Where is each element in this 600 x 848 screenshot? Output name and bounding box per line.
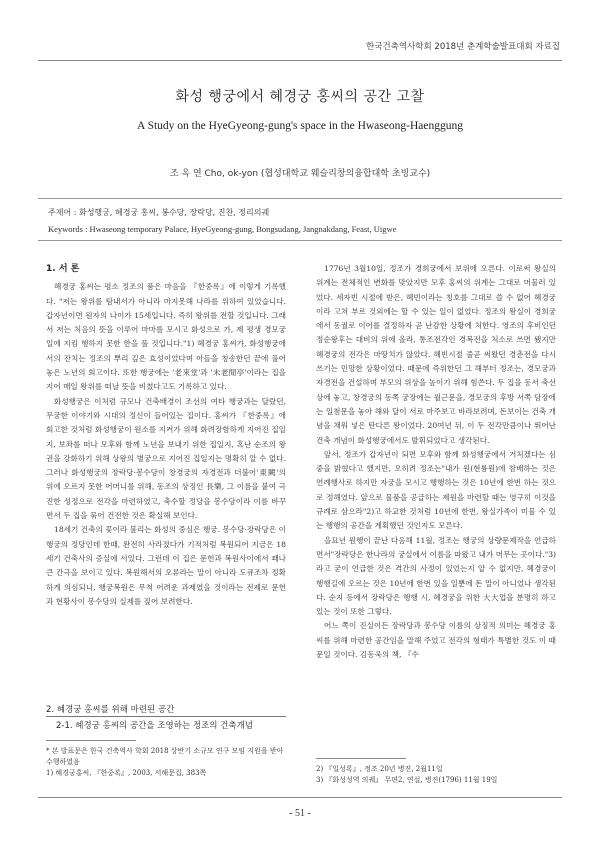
footnote-rule-left xyxy=(46,740,136,741)
footnote: 2) 『일성록』, 정조 20년 병진, 2월11일 xyxy=(316,765,443,773)
section-2-heading: 2. 혜경궁 홍씨를 위해 마련된 공간 xyxy=(46,705,175,715)
header-rule xyxy=(38,60,562,61)
footnote: 1) 혜경궁홍씨, 『한중록』, 2003, 서해문집, 383쪽 xyxy=(46,769,207,777)
footnote: 3) 『화성성역 의궤』 무편2, 연설, 병진(1796) 11월 19일 xyxy=(316,776,498,784)
footnotes-left xyxy=(46,746,286,779)
title-english: A Study on the HyeGyeong-gung's space in the Hwaseong-Haenggung xyxy=(137,120,463,132)
right-column xyxy=(316,262,556,662)
page-number: - 51 - xyxy=(289,808,311,819)
keywords-rule-bottom xyxy=(38,240,562,241)
section-2-rule xyxy=(46,716,286,717)
left-column xyxy=(46,262,286,609)
body-paragraph: 어느 쪽이 진실이든 장락당과 봉수당 이름의 상징적 의미는 혜경궁 홍씨를 위해 마련한 공간임을 말해 주었고 전각의 형태가 특별한 것도 이 때문일 것이다. 김동욱의 책, 『수 xyxy=(316,621,556,660)
title-korean: 화성 행궁에서 혜경궁 홍씨의 공간 고찰 xyxy=(175,89,425,105)
body-paragraph: 을묘년 원행이 끝난 다음해 11월, 정조는 행궁의 상량문제작을 언급하면서"장락당은 한나라의 궁실에서 이름을 따왔고 내가 머무는 곳이다."3) 라고 굳이 언급한 것은 격간의 사정이 있었는지 알 수 없지만, 혜경궁이 행행길에 오르는 것은 10년에 한번 있을 일뿐에 돈 말이 아니었나 생각된다. 순지 등에서 장락당은 행행 시, 혜경궁을 위한 大大업을 분명히 하고 있는 것이 또한 그렇다. xyxy=(316,535,556,617)
body-paragraph: 혜경궁 홍씨는 평소 정조의 품은 마음을 『한중록』에 이렇게 기록했다. "저는 왕위를 탐내서가 아니라 마지못해 나라를 위하여 있었습니다. 갑자년이면 원자의 나이가 15세입니다. 즉히 왕위를 전할 것입니다. 그래서 저는 처음의 뜻을 이루어 마마를 모시고 화성으로 가, 제 평생 경모궁 일에 지킴 행하지 못한 한을 풀 것입니다."1) 혜경궁 홍씨가, 화성행궁에서의 잔치는 정조의 뿌리 깊은 효성이었다며 아들을 칭송한던 끝에 풀어놓은 노년의 회고이다. 또한 행궁에는 '老來堂'과 '未老閒亭'이라는 집을 지어 매일 왕위를 떠날 뜻을 비쳤다고도 기록하고 있다. xyxy=(46,282,286,392)
footnote: * 본 발표문은 한국 건축역사 학회 2018 상반기 소규모 연구 모임 지원을 받아 수행하였음 xyxy=(46,747,284,766)
footnote-rule-right xyxy=(316,758,406,759)
keywords-english: Keywords : Hwaseong temporary Palace, HyeGyeong-gung, Bongsudang, Jangnakdang, Feast, Uigwe xyxy=(48,224,397,234)
body-paragraph: 앞서, 정조가 갑자년이 되면 모후와 함께 화성행궁에서 거처겠다는 심중을 밝혔다고 했지만, 오히려 정조는"내가 원(현륭원)에 참배하는 것은 연례행사로 하지만 자궁을 모시고 행행하는 것은 10년에 한번 하는 것으로 정해였다. 앞으로 물품을 공급하는 제원을 마련할 때는 영구히 이것을 규례로 삼으라"2)고 하교한 것처럼 10년에 한번, 왕실가족이 미물 수 있는 행행의 공간을 계획했던 것인지도 모른다. xyxy=(316,449,556,531)
body-paragraph: 18세기 건축의 꽃이라 불리는 화성의 중심은 행궁. 봉수당·장락당은 이 행궁의 정당인데 한때, 완전히 사라졌다가 기적처럼 복원되어 지금은 18세기 건축사의 증실에 서있다. 그런데 이 집은 문헌과 복원사이에서 꽤나 큰 간극을 보이고 있다. 복원해서의 오류라는 말이 아니라 도큐조차 정확하게 의심되니, 행궁복원은 무척 어려운 과제였을 것이라는 전제로 문헌과 현황사이 봉수당의 실제를 짚어 보려한다. xyxy=(46,525,286,606)
keywords-korean: 주제어 : 화성행궁, 혜경궁 홍씨, 봉수당, 장락당, 진찬, 정리의궤 xyxy=(48,208,270,217)
footer-rule xyxy=(38,797,562,798)
running-head: 한국건축역사학회 2018년 춘계학술발표대회 자료집 xyxy=(366,42,560,52)
author-line: 조 옥 연 Cho, ok-yon (협성대학교 웨슬리창의융합대학 초빙교수) xyxy=(169,169,431,179)
section-1-heading: 1. 서 론 xyxy=(46,264,80,274)
body-paragraph: 1776년 3월10일, 정조가 경희궁에서 보위에 오른다. 이로써 왕실의 위계는 전체적인 변화를 맞았지만 모후 홍씨의 위계는 그대로 머물러 있었다. 세자빈 시절에 받은, 혜빈이라는 칭호를 그대로 쓸 수 없어 혜경궁이라 고쳐 부르 것외에는 할 수 있는 일이 없었다. 정조의 왕실이 경희궁에서 동궐로 이어를 결정하자 곧 난감한 상황에 처한다. 영조의 후비인던 정순왕후는 대비의 위에 올라, 통조전각인 경복전을 처소로 쓰면 됐지만 혜경궁의 전각은 마땅치가 않았다. 혜빈시절 줄곧 써왔던 경춘전을 다시 쓰기는 민망한 상황이었다. 때문에 즉위한던 그 해부터 정조는, 경모궁과 자경전을 건설하며 부모의 위상을 높이기 위해 힘쓴다. 두 집을 동서 축선 상에 놓고, 창경궁의 동쪽 궁장에는 월근문을, 경모궁의 후방 서쪽 담장에는 일첨문을 놓아 해와 달이 서로 마주보고 바라보려며, 돈보이는 건축 개념을 채워 넣은 탄다른 왕이었다. 20여년 뒤, 이 두 전각만큼이나 뛰어난 건축 개념이 화성행궁에서도 발휘되었다고 생각된다. xyxy=(316,264,556,445)
section-2-1-heading: 2-1. 혜경궁 홍씨의 공간을 조영하는 정조의 건축개념 xyxy=(56,721,254,731)
body-paragraph: 화성행궁은 이처럼 규모나 건축배경이 조선의 여타 행궁과는 달랐던, 무궁한 이야기와 시대의 정신이 들어있는 집이다. 홍씨가 『한중록』에 회고한 것처럼 화성행궁이 원소를 지켜가 위해 화려장함하게 지어진 집일지, 보좌를 떠나 모후와 함께 노년을 보내기 위한 집일지, 혹난 순조의 왕권을 강화하기 위해 상왕의 별궁으로 지어진 집일지는 명확히 알 수 없다. 그러나 화성행궁의 장락당·봉수당이 창경궁의 자경전과 더불어'東闕'의 위에 오르지 못한 어머니를 위해, 동조의 상징인 長樂, 그 이름을 붙여 극진한 성정으로 전각을 마련하였고, 축수할 정당을 봉수당이라 이름 바꾸면서 두 집을 묶어 건전한 것은 확실해 보인다. xyxy=(46,396,286,521)
footnotes-right xyxy=(316,764,556,786)
keywords-rule-top xyxy=(38,198,562,199)
